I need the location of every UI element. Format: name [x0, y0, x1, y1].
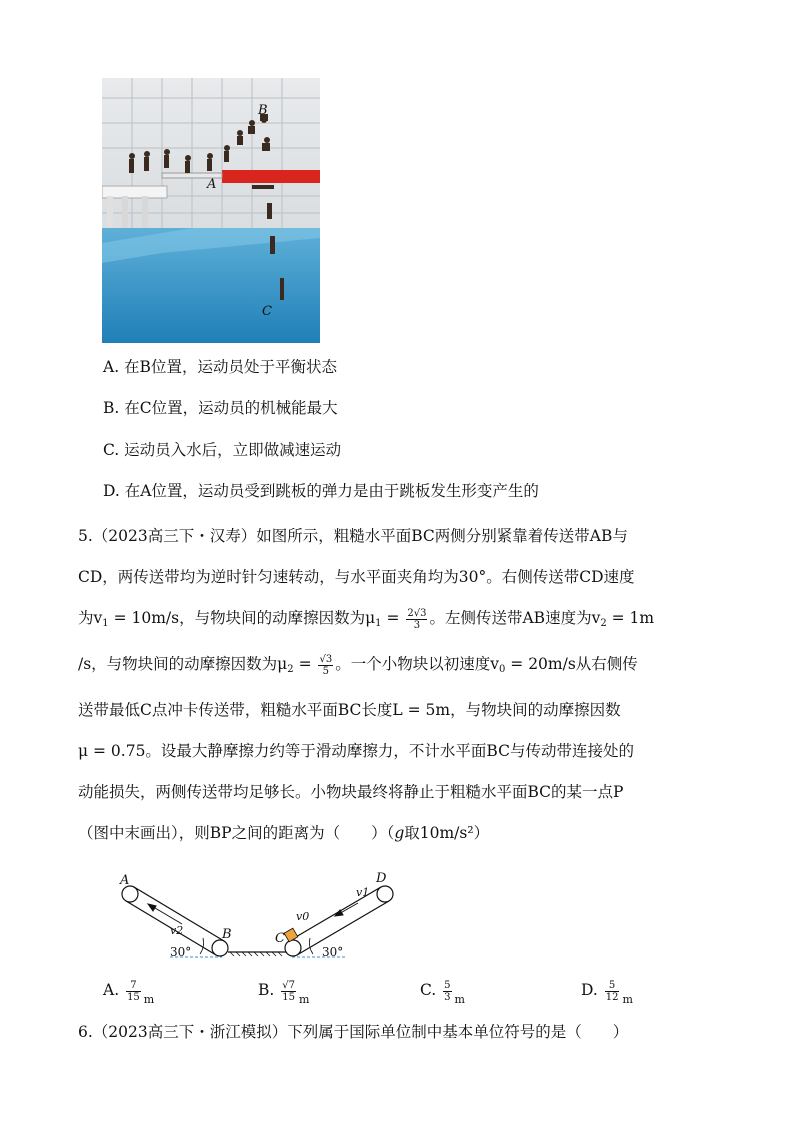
fraction-mu1	[406, 608, 427, 631]
text: 为v	[78, 609, 103, 627]
text: = 1m	[606, 609, 655, 627]
numerator: 2√3	[407, 607, 427, 619]
denominator: 12	[605, 991, 619, 1003]
label-v2: v2	[170, 924, 184, 937]
q6-stem: 6.（2023高三下・浙江模拟）下列属于国际单位制中基本单位符号的是（ ）	[78, 1023, 629, 1041]
q5-option-a	[103, 975, 154, 1015]
q5-line-4	[78, 644, 743, 690]
diving-photo	[102, 78, 320, 343]
q5-line-6: μ = 0.75。设最大静摩擦力约等于滑动摩擦力，不计水平面BC与传动带连接处的	[78, 742, 634, 760]
photo-label-c: C	[262, 304, 272, 319]
q5-option-d	[581, 975, 633, 1015]
text: g	[394, 824, 405, 842]
text: （图中末画出），则BP之间的距离为（ ）（	[78, 824, 395, 842]
denominator: 5	[322, 665, 330, 677]
fraction	[126, 980, 141, 1003]
text: 。左侧传送带AB速度为v	[429, 609, 601, 627]
unit: m	[299, 993, 310, 1006]
denominator: 15	[282, 991, 295, 1003]
q5-line-5: 送带最低C点冲卡传送带，粗糙水平面BC长度L = 5m，与物块间的动摩擦因数	[78, 701, 621, 719]
unit: m	[622, 993, 633, 1006]
q4-option-c: C. 运动员入水后，立即做减速运动	[103, 441, 342, 459]
q4-option-a: A. 在B位置，运动员处于平衡状态	[103, 358, 337, 376]
q5-option-c	[420, 975, 465, 1015]
q5-line-7: 动能损失，两侧传送带均足够长。小物块最终将静止于粗糙水平面BC的某一点P	[78, 783, 624, 801]
option-letter: C.	[420, 981, 437, 999]
text: 。一个小物块以初速度v	[335, 655, 499, 673]
photo-label-a: A	[207, 177, 217, 192]
fraction	[281, 980, 296, 1003]
option-letter: D.	[581, 981, 598, 999]
text: =	[293, 655, 317, 673]
denominator: 3	[413, 619, 421, 631]
subscript: 2	[600, 618, 607, 629]
fraction-mu2	[318, 654, 333, 677]
numerator: √3	[319, 653, 333, 665]
unit: m	[454, 993, 465, 1006]
q5-line-3	[78, 598, 743, 644]
unit: m	[143, 993, 155, 1006]
fraction	[443, 980, 451, 1003]
text: /s，与物块间的动摩擦因数为μ	[78, 655, 288, 673]
label-v0: v0	[296, 910, 310, 923]
numerator: √7	[282, 979, 295, 991]
q5-line-2: CD，两传送带均为逆时针匀速转动，与水平面夹角均为30°。右侧传送带CD速度	[78, 568, 635, 586]
q4-option-b: B. 在C位置，运动员的机械能最大	[103, 399, 338, 417]
label-d: D	[376, 871, 387, 886]
label-c: C	[275, 931, 285, 946]
text: =	[381, 609, 405, 627]
numerator: 5	[605, 980, 620, 992]
angle-left: 30°	[170, 945, 192, 959]
photo-label-b: B	[258, 103, 268, 118]
option-letter: B.	[258, 981, 275, 999]
q4-option-d: D. 在A位置，运动员受到跳板的弹力是由于跳板发生形变产生的	[103, 482, 539, 500]
subscript: 1	[375, 618, 382, 629]
text: 取10m/s²）	[404, 824, 490, 842]
option-letter: A.	[103, 981, 120, 999]
subscript: 2	[287, 664, 294, 675]
subscript: 1	[102, 618, 109, 629]
q5-line-8	[78, 813, 743, 854]
fraction	[605, 980, 620, 1003]
angle-right: 30°	[322, 945, 344, 959]
subscript: 0	[498, 664, 506, 675]
label-a: A	[120, 873, 130, 888]
denominator: 3	[444, 991, 451, 1003]
numerator: 7	[126, 980, 141, 992]
numerator: 5	[444, 979, 451, 991]
text: = 20m/s从右侧传	[505, 655, 638, 673]
q5-stem	[78, 516, 743, 854]
q5-option-b	[258, 975, 309, 1015]
label-b: B	[222, 927, 232, 942]
text: = 10m/s，与物块间的动摩擦因数为μ	[108, 609, 376, 627]
q5-line-1: 5.（2023高三下・汉寿）如图所示，粗糙水平面BC两侧分别紧靠着传送带AB与	[78, 527, 628, 545]
denominator: 15	[127, 991, 140, 1003]
label-v1: v1	[356, 886, 370, 899]
conveyor-diagram	[110, 866, 410, 966]
